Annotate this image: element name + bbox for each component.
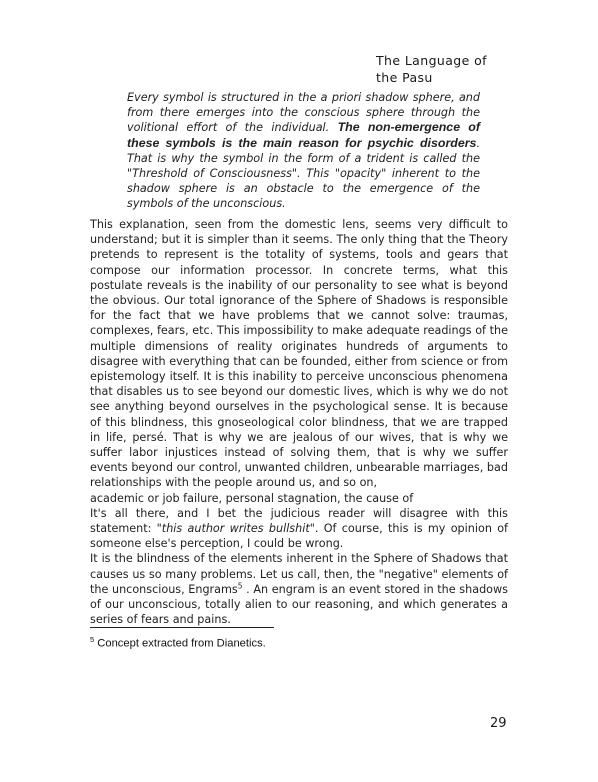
paragraph-4-text-after: . An engram is an event stored in the shadows of our unconscious, totally alien to our reasoning, and which generates a series of fears and pains. xyxy=(90,582,508,627)
paragraph-3-text-before: It's all there, and I bet the judicious reader will disagree with this statement: xyxy=(90,506,508,536)
footnote xyxy=(90,633,510,651)
quote-text-part1: Every symbol is structured in the a priori shadow sphere, and from there emerges into the conscious sphere through the volitional effort of the individual. xyxy=(127,91,480,135)
footnote-divider xyxy=(90,627,274,628)
running-title xyxy=(376,52,576,86)
quote-bold-text: The non-emergence of these symbols is the main reason for psychic disorders xyxy=(127,120,481,150)
paragraph-1: This explanation, seen from the domestic lens, seems very difficult to understand; but it is simpler than it seems. The only thing that the Theory pretends to represent is the totality of systems, tools and gears that compose our information processor. In concrete terms, what this postulate reveals is the inability of our personality to see what is beyond the obvious. Our total ignorance of the Sphere of Shadows is responsible for the fact that we have problems that we cannot solve: traumas, complexes, fears, etc. This impossibility to make adequate readings of the multiple dimensions of reality originates hundreds of arguments to disagree with everything that can be founded, either from science or from epistemology itself. It is this inability to perceive unconscious phenomena that disables us to see beyond our domestic lives, which is why we do not see anything beyond ourselves in the psychological sense. It is because of this blindness, this gnoseological color blindness, that we are trapped in life, persé. That is why we are jealous of our wives, that is why we suffer labor injustices instead of solving them, that is why we suffer events beyond our control, unwanted children, unbearable marriages, bad relationships with the people around us, and so on, xyxy=(90,218,508,490)
paragraph-4-text-before: It is the blindness of the elements inherent in the Sphere of Shadows that causes us so many problems. Let us call, then, the "negative" elements of the unconscious, Engrams xyxy=(90,552,508,596)
footnote-marker: 5 xyxy=(90,635,95,644)
running-title-line1: The Language of xyxy=(376,53,487,68)
paragraph-2: academic or job failure, personal stagnation, the cause of xyxy=(90,491,414,505)
paragraph-3-italic-quote: "this author writes bullshit" xyxy=(156,522,315,536)
paragraph-4 xyxy=(90,551,508,627)
paragraph-3-text-after: . Of course, this is my opinion of someone else's perception, I could be wrong. xyxy=(90,522,508,551)
body-text xyxy=(90,217,508,627)
quote-text-part2: . That is why the symbol in the form of a trident is called the "Threshold of Consciousness". This "opacity" inherent to the shadow sphere is an obstacle to the emergence of the symbols of the unconscious. xyxy=(127,136,480,211)
paragraph-3 xyxy=(90,506,508,552)
running-title-line2: the Pasu xyxy=(376,70,433,85)
footnote-text: Concept extracted from Dianetics. xyxy=(94,637,266,650)
footnote-reference: 5 xyxy=(237,581,243,591)
page-number: 29 xyxy=(490,716,507,731)
block-quote xyxy=(127,90,480,212)
